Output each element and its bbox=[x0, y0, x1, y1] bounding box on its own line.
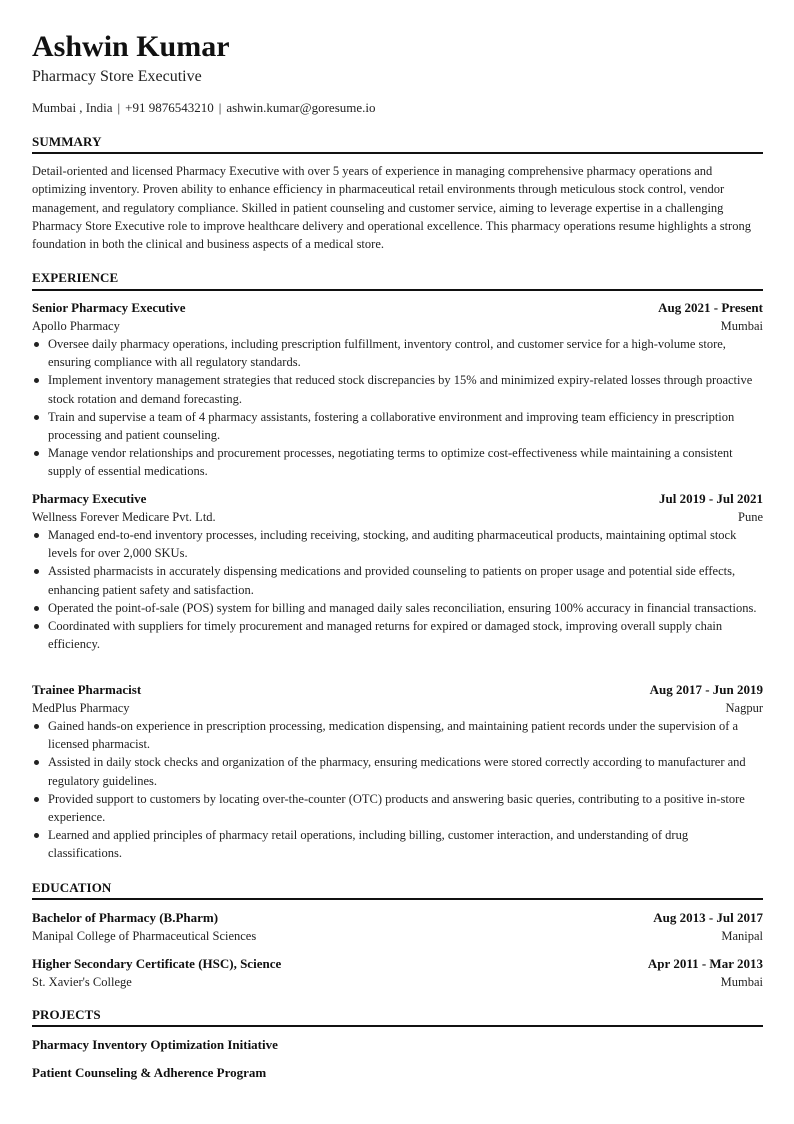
bullet-item: Managed end-to-end inventory processes, including receiving, stocking, and auditing pharmaceutical products, maintaining optimal stock levels for over 2,000 SKUs. bbox=[32, 526, 763, 562]
bullet-item: Gained hands-on experience in prescription processing, medication dispensing, and maintaining patient records under the supervision of a licensed pharmacist. bbox=[32, 717, 763, 753]
project-title: Patient Counseling & Adherence Program bbox=[32, 1065, 267, 1080]
job-bullets bbox=[32, 717, 763, 863]
contact-email[interactable]: ashwin.kumar@goresume.io bbox=[226, 100, 376, 115]
section-divider bbox=[32, 152, 763, 154]
contact-separator: | bbox=[218, 100, 222, 115]
education-school: Manipal College of Pharmaceutical Sciences bbox=[32, 929, 257, 943]
job-subheader bbox=[32, 699, 763, 717]
section-divider bbox=[32, 898, 763, 900]
education-heading: EDUCATION bbox=[32, 880, 112, 895]
education-dates: Aug 2013 - Jul 2017 bbox=[653, 910, 763, 925]
job-location: Mumbai bbox=[720, 319, 763, 333]
education-subheader bbox=[32, 927, 763, 945]
summary-heading: SUMMARY bbox=[32, 134, 102, 149]
education-subheader bbox=[32, 973, 763, 991]
education-degree: Higher Secondary Certificate (HSC), Science bbox=[32, 956, 282, 971]
bullet-item: Implement inventory management strategies that reduced stock discrepancies by 15% and minimized expiry-related losses through proactive stock rotation and demand forecasting. bbox=[32, 371, 763, 407]
job-dates: Aug 2021 - Present bbox=[658, 300, 763, 315]
education-header bbox=[32, 909, 763, 927]
job-header bbox=[32, 681, 763, 699]
section-divider bbox=[32, 289, 763, 291]
summary-text: Detail-oriented and licensed Pharmacy Executive with over 5 years of experience in managing comprehensive pharmacy operations and optimizing inventory. Proven ability to enhance efficiency in pharmaceutical retail environments through meticulous stock control, vendor management, and regulatory compliance. Skilled in patient counseling and customer service, aiming to leverage expertise in a challenging Pharmacy Store Executive role to improve healthcare delivery and operational excellence. This pharmacy operations resume highlights a strong foundation in both the clinical and business aspects of a medical store. bbox=[32, 164, 751, 252]
education-header bbox=[32, 955, 763, 973]
contact-line bbox=[32, 100, 376, 116]
job-location: Pune bbox=[738, 510, 763, 524]
job-dates: Jul 2019 - Jul 2021 bbox=[658, 491, 763, 506]
job-subheader bbox=[32, 317, 763, 335]
job-dates: Aug 2017 - Jun 2019 bbox=[649, 682, 763, 697]
contact-phone: +91 9876543210 bbox=[125, 100, 214, 115]
education-degree: Bachelor of Pharmacy (B.Pharm) bbox=[32, 910, 219, 925]
bullet-item: Coordinated with suppliers for timely procurement and managed returns for expired or damaged stock, improving overall supply chain efficiency. bbox=[32, 617, 763, 653]
job-role: Trainee Pharmacist bbox=[32, 682, 142, 697]
projects-heading: PROJECTS bbox=[32, 1007, 101, 1022]
education-school: St. Xavier's College bbox=[32, 975, 132, 989]
education-location: Mumbai bbox=[720, 975, 763, 989]
experience-heading: EXPERIENCE bbox=[32, 270, 119, 285]
job-bullets bbox=[32, 526, 763, 653]
job-company: MedPlus Pharmacy bbox=[32, 701, 130, 715]
job-role: Senior Pharmacy Executive bbox=[32, 300, 186, 315]
job-role: Pharmacy Executive bbox=[32, 491, 147, 506]
project-title: Pharmacy Inventory Optimization Initiative bbox=[32, 1037, 278, 1052]
bullet-item: Assisted in daily stock checks and organization of the pharmacy, ensuring medications were stored correctly according to manufacturer and regulatory guidelines. bbox=[32, 753, 763, 789]
bullet-item: Provided support to customers by locating over-the-counter (OTC) products and answering basic queries, contributing to a positive in-store experience. bbox=[32, 790, 763, 826]
education-location: Manipal bbox=[721, 929, 763, 943]
bullet-item: Learned and applied principles of pharmacy retail operations, including billing, customer interaction, and understanding of drug classifications. bbox=[32, 826, 763, 862]
job-header bbox=[32, 299, 763, 317]
education-dates: Apr 2011 - Mar 2013 bbox=[647, 956, 763, 971]
job-company: Apollo Pharmacy bbox=[32, 319, 120, 333]
job-location: Nagpur bbox=[725, 701, 763, 715]
section-divider bbox=[32, 1025, 763, 1027]
candidate-name: Ashwin Kumar bbox=[32, 30, 230, 63]
job-company: Wellness Forever Medicare Pvt. Ltd. bbox=[32, 510, 216, 524]
job-bullets bbox=[32, 335, 763, 481]
contact-separator: | bbox=[117, 100, 121, 115]
bullet-item: Manage vendor relationships and procurement processes, negotiating terms to optimize cost-effectiveness while maintaining a consistent supply of essential medications. bbox=[32, 444, 763, 480]
candidate-title: Pharmacy Store Executive bbox=[32, 68, 202, 85]
bullet-item: Oversee daily pharmacy operations, including prescription fulfillment, inventory control, and customer service for a high-volume store, ensuring compliance with all regulatory standards. bbox=[32, 335, 763, 371]
bullet-item: Operated the point-of-sale (POS) system for billing and managed daily sales reconciliation, ensuring 100% accuracy in financial transactions. bbox=[32, 599, 763, 617]
bullet-item: Assisted pharmacists in accurately dispensing medications and provided counseling to patients on proper usage and potential side effects, enhancing patient safety and satisfaction. bbox=[32, 562, 763, 598]
job-subheader bbox=[32, 508, 763, 526]
contact-location: Mumbai , India bbox=[32, 100, 113, 115]
bullet-item: Train and supervise a team of 4 pharmacy assistants, fostering a collaborative environment and improving team efficiency in prescription processing and patient counseling. bbox=[32, 408, 763, 444]
job-header bbox=[32, 490, 763, 508]
